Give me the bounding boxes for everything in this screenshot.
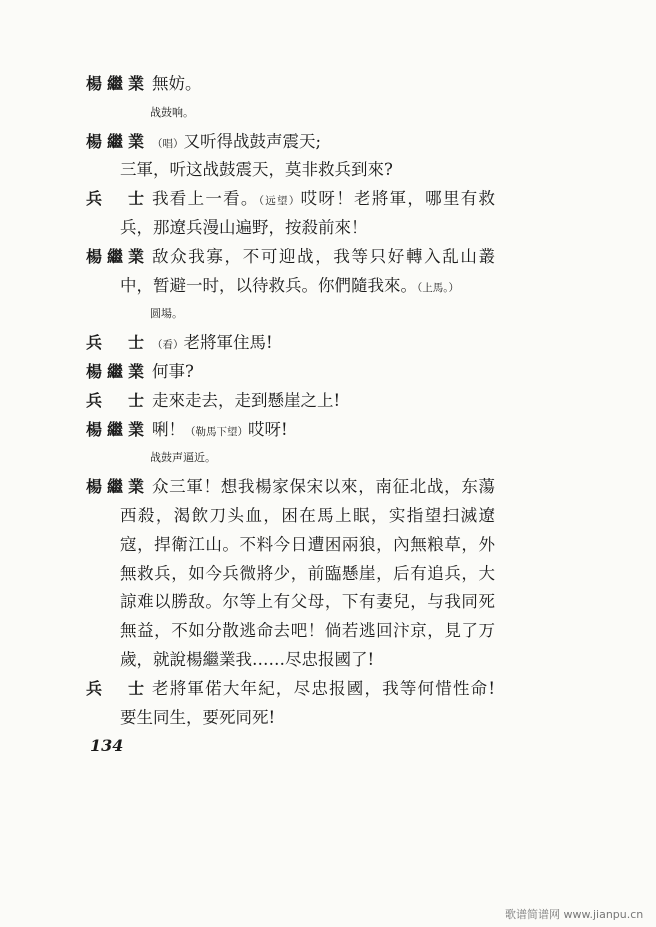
line-text — [152, 128, 495, 159]
speaker-name: 兵士 — [86, 678, 144, 698]
text-segment: 中，暂避一时，以待救兵。你們隨我來。 — [120, 275, 417, 295]
stage-note: （远望） — [258, 195, 301, 208]
page-footer — [0, 732, 656, 761]
stage-note: （看） — [152, 339, 184, 352]
line-text — [120, 704, 495, 733]
line-text — [152, 387, 495, 416]
text-segment: 何事? — [152, 361, 194, 381]
stage-direction — [0, 444, 656, 473]
script-page — [0, 70, 656, 761]
stage-direction — [0, 99, 656, 128]
line-text — [152, 70, 495, 99]
line-text — [150, 300, 495, 329]
text-segment: 战鼓响。 — [150, 105, 194, 119]
line-text — [152, 243, 495, 272]
dialogue-line — [0, 329, 656, 358]
dialogue-line — [0, 416, 656, 445]
line-text — [120, 272, 495, 303]
text-segment: 哎呀！老將軍，哪里有救 — [300, 189, 496, 209]
stage-note: （唱） — [152, 137, 184, 150]
dialogue-line — [0, 358, 656, 387]
dialogue-line — [0, 214, 656, 243]
dialogue-line — [0, 560, 656, 589]
text-segment: 老將軍住馬! — [183, 333, 273, 353]
speaker-name: 楊繼業 — [86, 419, 144, 439]
dialogue-line — [0, 156, 656, 185]
text-segment: 西殺，渴飲刀头血，困在馬上眠，实指望扫滅遼 — [120, 505, 495, 525]
line-text — [120, 646, 495, 675]
dialogue-line — [0, 272, 656, 301]
text-segment: 諒难以勝敌。尔等上有父母，下有妻兒，与我同死 — [120, 592, 495, 612]
line-text — [152, 473, 495, 502]
dialogue-line — [0, 588, 656, 617]
text-segment: 唎！ — [152, 419, 185, 439]
line-text — [152, 358, 495, 387]
line-text — [120, 214, 495, 243]
line-text — [120, 531, 495, 560]
text-segment: 走來走去，走到懸崖之上! — [152, 390, 341, 410]
text-segment: 我看上一看。 — [152, 189, 259, 209]
page-number: 134 — [90, 736, 124, 756]
line-text — [120, 588, 495, 617]
line-text — [120, 156, 495, 185]
line-text — [150, 99, 495, 128]
dialogue-line — [0, 646, 656, 675]
speaker-name: 楊繼業 — [86, 131, 144, 151]
speaker-name: 楊繼業 — [86, 361, 144, 381]
text-segment: 寇，捍衛江山。不料今日遭困兩狼，內無粮草，外 — [120, 534, 495, 554]
line-text — [152, 416, 495, 447]
line-text — [152, 675, 495, 704]
text-segment: 圆場。 — [150, 307, 183, 321]
dialogue-line — [0, 704, 656, 733]
watermark: 歌谱简谱网 www.jianpu.cn — [505, 908, 644, 921]
text-segment: 又听得战鼓声震天; — [183, 131, 322, 151]
text-segment: 战鼓声逼近。 — [150, 451, 216, 465]
speaker-name: 兵士 — [86, 333, 144, 353]
text-segment: 歲，就說楊繼業我……尽忠报國了! — [120, 649, 375, 669]
text-segment: 三軍，听这战鼓震天，莫非救兵到來? — [120, 160, 393, 180]
stage-note: （上馬。） — [417, 281, 459, 294]
dialogue-line — [0, 473, 656, 502]
line-text — [120, 560, 495, 589]
line-text — [152, 185, 495, 216]
line-text — [120, 617, 495, 646]
stage-note: （勒馬下望） — [185, 425, 248, 438]
speaker-name: 楊繼業 — [86, 246, 144, 266]
speaker-name: 楊繼業 — [86, 477, 144, 497]
speaker-name: 楊繼業 — [86, 74, 144, 93]
dialogue-line — [0, 617, 656, 646]
text-segment: 無益，不如分散逃命去吧！倘若逃回汴京，見了万 — [120, 621, 495, 641]
text-segment: 敌众我寡，不可迎战，我等只好轉入乱山叢 — [152, 246, 495, 266]
text-segment: 無救兵，如今兵微將少，前臨懸崖，后有追兵，大 — [120, 563, 495, 583]
text-segment: 無妨。 — [152, 74, 202, 93]
text-segment: 要生同生，要死同死! — [120, 707, 276, 727]
stage-direction — [0, 300, 656, 329]
dialogue-line — [0, 531, 656, 560]
text-segment: 老將軍偌大年紀，尽忠报國，我等何惜性命! — [152, 678, 495, 698]
speaker-name: 兵士 — [86, 390, 144, 410]
dialogue-line — [0, 502, 656, 531]
text-segment: 众三軍！想我楊家保宋以來，南征北战，东蕩 — [152, 477, 495, 497]
speaker-name: 兵士 — [86, 189, 144, 209]
dialogue-line — [0, 675, 656, 704]
text-segment: 兵，那遼兵漫山遍野，按殺前來！ — [120, 217, 368, 237]
text-segment: 哎呀! — [248, 419, 288, 439]
dialogue-line — [0, 70, 656, 99]
line-text — [150, 444, 495, 473]
line-text — [120, 502, 495, 531]
dialogue-line — [0, 243, 656, 272]
dialogue-line — [0, 185, 656, 214]
line-text — [152, 329, 495, 360]
dialogue-line — [0, 387, 656, 416]
dialogue-line — [0, 128, 656, 157]
